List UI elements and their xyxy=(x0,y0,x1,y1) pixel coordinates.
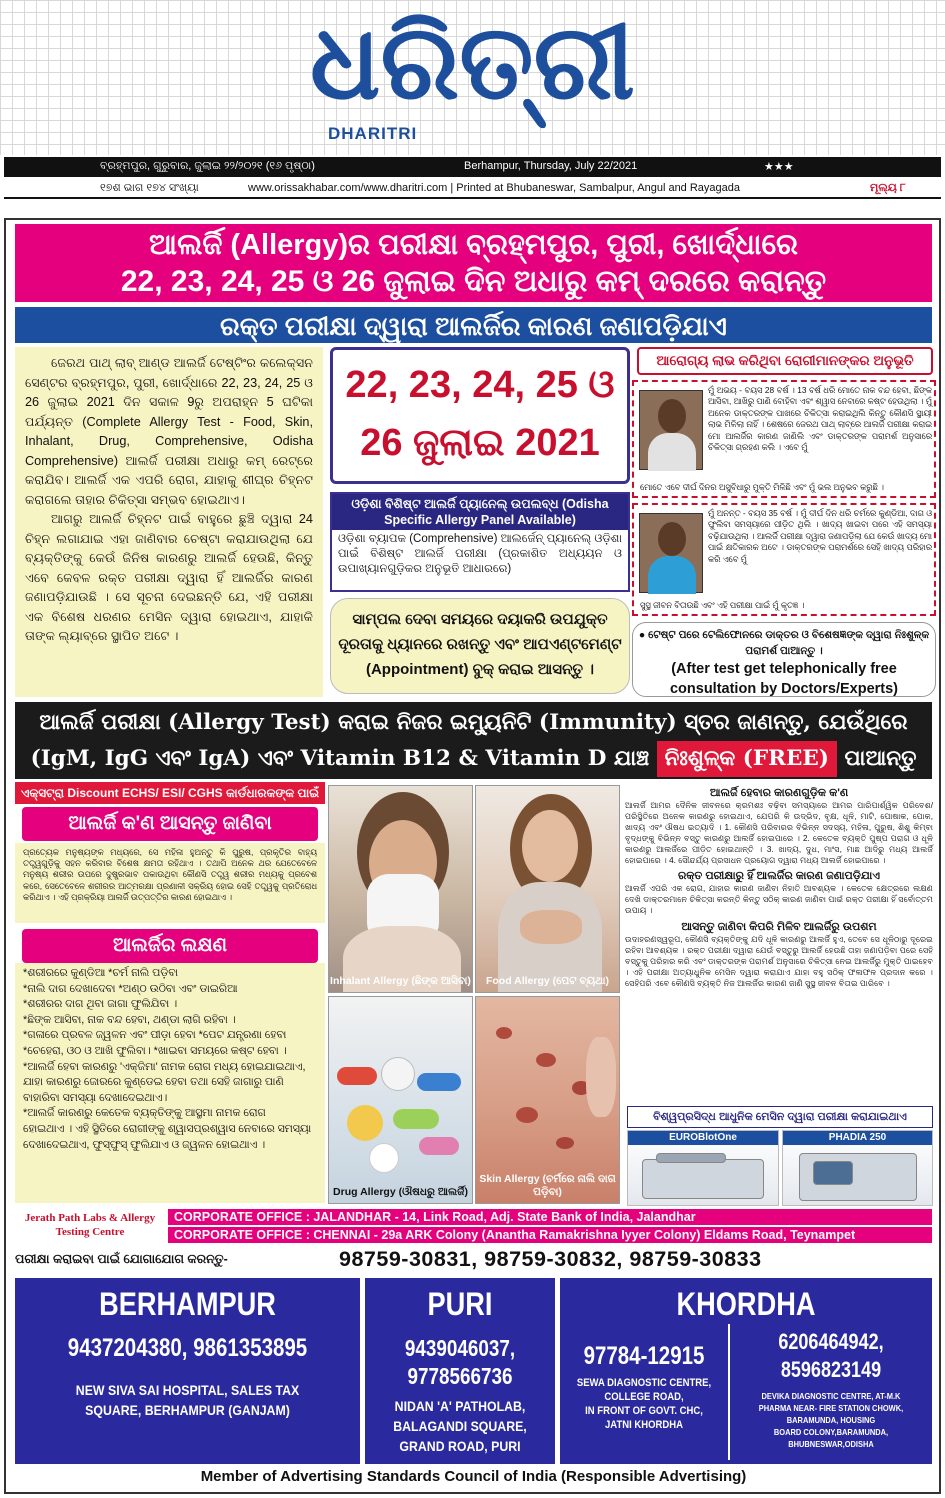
skin-allergy-photo xyxy=(475,996,620,1204)
footer-asci: Member of Advertising Standards Council of India (Responsible Advertising) xyxy=(200,1468,747,1485)
issue-number: ୧୭ଶ ଭାଗ ୧୭୪ ସଂଖ୍ୟା xyxy=(100,182,199,194)
subheadline-banner: ରକ୍ତ ପରୀକ୍ଷା ଦ୍ୱାରା ଆଲର୍ଜିର କାରଣ ଜଣାପଡ଼ିଯାଏ xyxy=(15,305,932,343)
blood-test-body: ଆଲର୍ଜି ଏପରି ଏକ ରୋଗ, ଯାହାର କାରଣ ଜାଣିବା ନିହାତି ଆବଶ୍ୟକ । କେତେକ କ୍ଷେତ୍ରରେ ଲକ୍ଷଣ ଦେଖି ଡାକ୍ତରମାନେ ଚିକିତ୍ସା କରନ୍ତି କିନ୍ତୁ ସଠିକ୍ କାରଣ ଜାଣିବା ପାଇଁ ରକ୍ତ ପରୀକ୍ଷା ହିଁ ସର୍ବୋତ୍ତମ ଉପାୟ । xyxy=(625,884,933,916)
masthead xyxy=(0,0,945,155)
divider xyxy=(728,1324,730,1460)
dateline-english: Berhampur, Thursday, July 22/2021 xyxy=(464,160,638,172)
city-address: BOARD COLONY,BARAMUNDA, BHUBNESWAR,ODISHA xyxy=(773,1427,889,1449)
city-name: PURI xyxy=(427,1286,493,1322)
causes-body: ଆଲର୍ଜି ଆମର ଦୈନିକ ଜୀବନରେ କ୍ରମଶଃ ବଢ଼ିବା ସମସ୍ୟାରେ ଆମର ପାରିପାର୍ଶ୍ୱିକ ପରିବେଶ/ପରିସ୍ଥିତିରେ ଅନେକ କାରଣରୁ ହୋଇଥାଏ, ଯେପରି କି ଉଦ୍ଭିଦ, ବୃକ୍ଷ, ଧୂଳି, ମାଟି, ପୋଷାକ, ପୋକ, ଖାଦ୍ୟ ଏବଂ ଔଷଧ ଇତ୍ୟାଦି । 1. କୌଣସି ପରିବାରର ବିଭିନ୍ନ ସଦସ୍ୟ, ମହିଳା, ପୁରୁଷ, ଶିଶୁ କିମ୍ବା ବୃଦ୍ଧଙ୍କୁ ବିଭିନ୍ନ ବସ୍ତୁ କାରଣରୁ ଆଲର୍ଜି ହୋଇପାରେ । 2. କେତେକ ବ୍ୟକ୍ତି ପୁଷ୍ପ ପରାଗ ଓ ଧୂଳି କାରଣରୁ ଆଲର୍ଜିରେ ପୀଡ଼ିତ ହୋଇଥାନ୍ତି । 3. ଖାଦ୍ୟ, ଦୁଧ, ମାଂସ, ମାଛ ଆଦିରୁ ମଧ୍ୟ ଆଲର୍ଜି ହୋଇପାରେ । 4. ସୌନ୍ଦର୍ଯ୍ୟ ପ୍ରସାଧନ ପ୍ରୟୋଗ ଦ୍ୱାରା ମଧ୍ୟ ଆଲର୍ଜି ହୋଇପାରେ । xyxy=(625,801,933,865)
website-print-info[interactable]: www.orissakhabar.com/www.dharitri.com | Printed at Bhubaneswar, Sambalpur, Angul and Rayagada xyxy=(248,182,741,194)
edition-stars: ★★★ xyxy=(764,161,794,173)
dateline-bar xyxy=(4,157,941,177)
patient-photo xyxy=(639,513,703,593)
headline-banner xyxy=(15,224,932,302)
consult-english: (After test get telephonically free consultation by Doctors/Experts) xyxy=(669,661,898,697)
city-box-khordha xyxy=(560,1278,932,1464)
dates-line2: 26 ଜୁଲାଇ 2021 xyxy=(360,422,600,464)
consult-odia: ● ଟେଷ୍ଟ ପରେ ଟେଲିଫୋନରେ ଡାକ୍ତର ଓ ବିଶେଷଜ୍ଞଙ୍କ ଦ୍ୱାରା ନିଃଶୁଳ୍କ ପରାମର୍ଶ ପାଆନ୍ତୁ । xyxy=(638,629,930,657)
city-phone[interactable]: 8596823149 xyxy=(780,1357,882,1382)
contact-label: ପରୀକ୍ଷା କରାଇବା ପାଇଁ ଯୋଗାଯୋଗ କରନ୍ତୁ- xyxy=(15,1252,228,1266)
list-item: *ଶରୀରରେ କୁଣ୍ଡିଆ *ଚର୍ମ ନାଲି ପଡ଼ିବା xyxy=(23,967,179,979)
city-address: BALAGANDI SQUARE, xyxy=(393,1418,527,1434)
odisha-panel-box xyxy=(330,492,630,592)
list-item: ଦେଖାଦେଇଥାଏ, ଫୁସ୍‌ଫୁସ୍ ଫୁଲିଯାଏ ଓ ଜ୍ୱଳନ ହୋଇଥାଏ । xyxy=(23,1138,266,1151)
city-address: JATNI KHORDHA xyxy=(605,1419,683,1431)
print-line xyxy=(4,179,941,199)
testimonial-text: ମୁଁ ଅନନ୍ତ - ବୟସ 35 ବର୍ଷ । ମୁଁ ଦୀର୍ଘ ଦିନ ଧରି ଚର୍ମରେ କୁଣ୍ଡିଆ, ଦାଗ ଓ ଫୁଲିବା ସମସ୍ୟାରେ ପୀଡ଼ିତ ଥିଲି । ଖାଦ୍ୟ ଖାଇବା ପରେ ଏହି ସମସ୍ୟା ବଢ଼ିଯାଉଥିଲା । ଆଲର୍ଜି ପରୀକ୍ଷା ଦ୍ୱାରା ଜଣାପଡ଼ିଲା ଯେ କେଉଁ ଖାଦ୍ୟ ମୋ ପାଇଁ କ୍ଷତିକାରକ ଅଟେ । ଡାକ୍ତରଙ୍କ ପରାମର୍ଶରେ ସେହି ଖାଦ୍ୟ ପରିହାର କରି ଏବେ ମୁଁ xyxy=(708,508,932,564)
discount-strip: ଏକ୍ସଟ୍ରା Discount ECHS/ ESI/ CGHS କାର୍ଡଧାରକଙ୍କ ପାଇଁ xyxy=(15,782,325,804)
causes-section xyxy=(622,785,936,1107)
relief-body: ଉଦାହରଣସ୍ୱରୂପ, କୌଣସି ବ୍ୟକ୍ତିଙ୍କୁ ଯଦି ଧୂଳି କାରଣରୁ ଆଲର୍ଜି ହୁଏ, ତେବେ ସେ ଧୂଳିଠାରୁ ଦୂରେଇ ରହିବା ଆବଶ୍ୟକ । ରକ୍ତ ପରୀକ୍ଷା ଦ୍ୱାରା ଯେଉଁ ବସ୍ତୁରୁ ଆଲର୍ଜି ହେଉଛି ତାହା ଜଣାପଡ଼ିବା ପରେ ସେହି ବସ୍ତୁକୁ ପରିହାର କରି ଏବଂ ଡାକ୍ତରଙ୍କ ପରାମର୍ଶ ଅନୁସାରେ ଚିକିତ୍ସା ନେଇ ଆଲର୍ଜିରୁ ମୁକ୍ତି ପାଇହେବ । ଏହି ପରୀକ୍ଷା ଅତ୍ୟାଧୁନିକ ମେସିନ ଦ୍ୱାରା କରାଯାଏ ଯାହା ବହୁ ସଠିକ୍ ଫଳାଫଳ ପ୍ରଦାନ କରେ । ସେହିପରି ଏବେ କୌଣସି ବ୍ୟକ୍ତି ନିଜ ଆଲର୍ଜିର କାରଣ ଜାଣି ସୁସ୍ଥ ଜୀବନ ବିତାଇ ପାରିବେ । xyxy=(625,935,933,988)
city-address: DEVIKA DIAGNOSTIC CENTRE, AT-M.K xyxy=(761,1391,901,1401)
intro-text-box xyxy=(15,347,323,697)
city-address: NIDAN 'A' PATHOLAB, xyxy=(394,1398,526,1414)
testimonial-card xyxy=(632,503,936,616)
list-item: *ଆଲର୍ଜି ହେବା କାରଣରୁ 'ଏକ୍‌ଜିମା' ନାମକ ରୋଗ ମଧ୍ୟ ହୋଇଯାଇଥାଏ, xyxy=(23,1060,306,1073)
city-address: NEW SIVA SAI HOSPITAL, SALES TAX xyxy=(75,1382,300,1398)
city-box-berhampur xyxy=(15,1278,360,1464)
khordha-centre-b xyxy=(732,1328,930,1450)
symptoms-list xyxy=(15,963,325,1203)
city-box-puri xyxy=(365,1278,555,1464)
headline-line2: 22, 23, 24, 25 ଓ 26 ଜୁଲାଇ ଦିନ ଅଧାରୁ କମ୍ ଦରରେ କରାନ୍ତୁ xyxy=(120,265,827,298)
machines-title: ବିଶ୍ୱପ୍ରସିଦ୍ଧ ଆଧୁନିକ ମେସିନ ଦ୍ୱାରା ପରୀକ୍ଷା କରାଯାଇଥାଏ xyxy=(627,1106,933,1128)
intro-paragraph-1: ଜେରଥ ପାଥ୍ ଲାବ୍ ଆଣ୍ଡ ଆଲର୍ଜି ଟେଷ୍ଟିଂର କଲେକ୍ସନ ସେଣ୍ଟର ବ୍ରହ୍ମପୁର, ପୁରୀ, ଖୋର୍ଦ୍ଧାରେ 22, 23, 24, 25 ଓ 26 ଜୁଲାଇ 2021 ଦିନ ସକାଳ 9ରୁ ଅପରାହ୍ନ 5 ଘଟିକା ପର୍ଯ୍ୟନ୍ତ (Complete Allergy Test - Food, Skin, Inhalant, Drug, Comprehensive, Odisha Comprehensive) ଆଲର୍ଜି ପରୀକ୍ଷା ଅଧାରୁ କମ୍ ରେଟ୍‌ରେ କରାଯିବ। ଆଲର୍ଜି ଏକ ଏପରି ରୋଗ, ଯାହାକୁ ଶୀଘ୍ର ଚିହ୍ନଟ କରାଗଲେ ତାହାର ଚିକିତ୍ସା ସମ୍ଭବ ହୋଇଥାଏ। xyxy=(25,356,313,507)
food-allergy-photo xyxy=(475,785,620,993)
logo-wordmark: ଧରିତ୍ରୀ xyxy=(310,0,635,123)
list-item: *ଛିଙ୍କ ଆସିବା, ନାକ ବନ୍ଦ ହେବା, ଥଣ୍ଡା ଲାଗି ରହିବା । xyxy=(23,1013,236,1026)
contact-phone-numbers[interactable]: 98759-30831, 98759-30832, 98759-30833 xyxy=(339,1247,762,1271)
immunity-tests: (IgM, IgG ଏବଂ IgA) ଏବଂ Vitamin B12 & Vitamin D ଯାଞ୍ଚ xyxy=(30,746,650,771)
price-tag: ମୂଲ୍ୟ ୮ xyxy=(870,182,906,194)
khordha-centre-a xyxy=(560,1328,728,1432)
symptoms-title: ଆଲର୍ଜିର ଲକ୍ଷଣ xyxy=(22,929,318,963)
what-is-allergy-text: ପ୍ରତ୍ୟେକ ମନୁଷ୍ୟଙ୍କ ମଧ୍ୟରେ, ସେ ମହିଳା ହୁଅନ୍ତୁ କି ପୁରୁଷ, ପ୍ରକୃତିର ବାହ୍ୟ ତତ୍ତ୍ୱଗୁଡ଼ିକୁ ସହନ କରିବାର ବିଶେଷ କ୍ଷମତା ରହିଥାଏ । ତଥାପି ଅନେକ ଥର ଯେତେବେଳେ ମନୁଷ୍ୟ ଶରୀର ଉପରେ ଦୁଷ୍ପ୍ରଭାବ ପକାଉଥିବା କୌଣସି ତତ୍ତ୍ୱ ଶରୀର ମଧ୍ୟକୁ ପ୍ରବେଶ କରେ, ସେତେବେଳେ ଶରୀରର ଆତ୍ମରକ୍ଷା ପ୍ରଣାଳୀ ସକ୍ରିୟ ହୋଇ ସେହି ତତ୍ତ୍ୱକୁ ପ୍ରତିରୋଧ କରିଥାଏ । ଏହି ପ୍ରକ୍ରିୟା ଆଲର୍ଜି ଉତ୍ପତ୍ତିର କାରଣ ହୋଇଥାଏ । xyxy=(15,843,325,923)
list-item: ଯାହା କାରଣରୁ ଜୋରରେ କୁଣ୍ଡେଇ ହେବା ତଥା ସେହି ଜାଗାରୁ ପାଣି xyxy=(23,1076,284,1089)
list-item: *ଶରୀରର ଦାଗ ଥିବା ଜାଗା ଫୁଲିଯିବା । xyxy=(23,998,178,1011)
jerath-logo: Jerath Path Labs & Allergy Testing Centre xyxy=(24,1212,156,1238)
euroblot-machine-image xyxy=(627,1130,779,1206)
causes-title: ଆଲର୍ଜି ହେବାର କାରଣଗୁଡ଼ିକ କ'ଣ xyxy=(709,787,849,799)
headline-line1: ଆଲର୍ଜି (Allergy)ର ପରୀକ୍ଷା ବ୍ରହ୍ମପୁର, ପୁରୀ, ଖୋର୍ଦ୍ଧାରେ xyxy=(149,229,798,261)
city-address: IN FRONT OF GOVT. CHC, xyxy=(585,1405,703,1417)
list-item: *ଚେହେରା, ଓଠ ଓ ଆଖି ଫୁଲିବା। *ଖାଇବା ସମୟରେ କଷ୍ଟ ହେବା । xyxy=(23,1044,287,1057)
consultation-box xyxy=(632,622,936,697)
city-name: BERHAMPUR xyxy=(99,1286,276,1322)
city-address: GRAND ROAD, PURI xyxy=(399,1438,521,1454)
dates-box xyxy=(330,347,630,484)
testimonial-tail: ସୁସ୍ଥ ଜୀବନ ବିତାଉଛି ଏବଂ ଏହି ପରୀକ୍ଷା ପାଇଁ ମୁଁ କୃତଜ୍ଞ । xyxy=(640,599,805,610)
panel-title: ଓଡ଼ିଶା ବିଶିଷ୍ଟ ଆଲର୍ଜି ପ୍ୟାନେଲ୍ ଉପଲବ୍ଧ (Odisha Specific Allergy Panel Available) xyxy=(332,494,628,530)
photo-caption: Drug Allergy (ଔଷଧରୁ ଆଲର୍ଜି) xyxy=(333,1186,468,1198)
testimonial-text: ମୁଁ ଅଭୟ - ବୟସ 28 ବର୍ଷ । 13 ବର୍ଷ ଧରି ମୋତେ ନାକ ବନ୍ଦ ହେବା, ଛିଙ୍କ ଆସିବା, ଆଖିରୁ ପାଣି ବୋହିବା ଏବଂ ଶ୍ୱାସ ନେବାରେ କଷ୍ଟ ହେଉଥିଲା । ମୁଁ ଅନେକ ଡାକ୍ତରଙ୍କ ପାଖରେ ଚିକିତ୍ସା କରାଇଥିଲି କିନ୍ତୁ କୌଣସି ସ୍ଥାୟୀ ଲାଭ ମିଳିଲା ନାହିଁ । ଶେଷରେ ଜେରଥ ପାଥ୍ ଲାବ୍‌ରେ ଆଲର୍ଜି ପରୀକ୍ଷା କରାଇ ମୋ ଆଲର୍ଜିର କାରଣ ଜାଣିଲି ଏବଂ ଡାକ୍ତରଙ୍କ ପରାମର୍ଶ ଅନୁସାରେ ଚିକିତ୍ସା ଗ୍ରହଣ କଲି । ଏବେ ମୁଁ xyxy=(708,385,932,453)
appointment-notice: ସାମ୍ପଲ ଦେବା ସମୟରେ ଦୟାକରି ଉପଯୁକ୍ତ ଦୂରତାକୁ ଧ୍ୟାନରେ ରଖନ୍ତୁ ଏବଂ ଆପଏଣ୍ଟମେଣ୍ଟ (Appointment) ବୁକ୍ କରାଇ ଆସନ୍ତୁ । xyxy=(330,598,630,694)
city-phone[interactable]: 6206464942, xyxy=(778,1329,884,1354)
patient-photo xyxy=(639,390,703,470)
city-name: KHORDHA xyxy=(676,1286,816,1322)
immunity-suffix: ପାଆନ୍ତୁ xyxy=(844,746,917,771)
list-item: ହୋଇଥାଏ । ଏହି ସ୍ଥିତିରେ ରୋଗୀଙ୍କୁ ଶ୍ୱାସପ୍ରଶ୍ୱାସ ନେବାରେ ସମସ୍ୟା xyxy=(23,1122,312,1135)
logo-subtitle: DHARITRI xyxy=(328,124,418,143)
free-badge: ନିଃଶୁଳ୍କ (FREE) xyxy=(657,741,837,777)
immunity-banner xyxy=(15,702,932,779)
city-phone[interactable]: 97784-12915 xyxy=(583,1342,705,1370)
city-phone[interactable]: 9437204380, 9861353895 xyxy=(67,1334,308,1362)
list-item: ବାହାରିବା ସମସ୍ୟା ଦେଖାଦେଇଥାଏ। xyxy=(23,1091,168,1104)
immunity-line1: ଆଲର୍ଜି ପରୀକ୍ଷା (Allergy Test) କରାଇ ନିଜର ଇମ୍ୟୁନିଟି (Immunity) ସ୍ତର ଜାଣନ୍ତୁ, ଯେଉଁଥିରେ xyxy=(39,710,908,735)
photo-caption: Inhalant Allergy (ଛିଙ୍କ ଆସିବା) xyxy=(330,975,471,987)
dateline-odia: ବ୍ରହ୍ମପୁର, ଗୁରୁବାର, ଜୁଲାଇ ୨୨/୨୦୨୧ (୧୬ ପୃଷ୍ଠା) xyxy=(100,160,315,172)
list-item: *ଗଳାରେ ପ୍ରବଳ ଜ୍ୱଳନ ଏବଂ ପୀଡ଼ା ହେବା *ପେଟ ଯନ୍ତ୍ରଣା ହେବା xyxy=(23,1029,287,1042)
corporate-office-chennai: CORPORATE OFFICE : CHENNAI - 29a ARK Colony (Anantha Ramakrishna Iyyer Colony) Eldams Road, Teynampet xyxy=(168,1227,932,1243)
machine-label: PHADIA 250 xyxy=(783,1131,932,1145)
newspaper-logo[interactable] xyxy=(300,0,645,148)
photo-caption: Food Allergy (ପେଟ ବ୍ୟଥା) xyxy=(485,975,610,987)
testimonials-title: ଆରୋଗ୍ୟ ଲାଭ କରିଥିବା ରୋଗୀମାନଙ୍କର ଅନୁଭୂତି xyxy=(637,347,933,375)
list-item: *ଆଲର୍ଜି କାରଣରୁ କେତେକ ବ୍ୟକ୍ତିଙ୍କୁ ଆସ୍ଥମା ନାମକ ରୋଗ xyxy=(23,1107,266,1120)
inhalant-allergy-photo xyxy=(328,785,473,993)
panel-body: ଓଡ଼ିଶା ବ୍ୟାପକ (Comprehensive) ଆଲର୍ଜେନ୍ ପ୍ୟାନେଲ୍ ଓଡ଼ିଶା ପାଇଁ ବିଶିଷ୍ଟ ଆଲର୍ଜି ପରୀକ୍ଷା (ପ୍ରକାଶିତ ଅଧ୍ୟୟନ ଓ ଉପାଖ୍ୟାନଗୁଡ଼ିକର ଅନୁଭୂତି ଆଧାରରେ) xyxy=(338,533,622,575)
city-phone[interactable]: 9439046037, xyxy=(404,1335,516,1361)
machine-label: EUROBlotOne xyxy=(628,1131,778,1145)
intro-paragraph-2: ଆଗରୁ ଆଲର୍ଜି ଚିହ୍ନଟ ପାଇଁ ବାହୁରେ ଛୁଞ୍ଚି ଦ୍ୱାରା 24 ଚିହ୍ନ ଲଗାଯାଇ ଏହା ଜାଣିବାର ଚେଷ୍ଟା କରାଯାଉଥିଲା ଯେ ବ୍ୟକ୍ତିଙ୍କୁ କେଉଁ ଜିନିଷ କାରଣରୁ ଆଲର୍ଜି ହେଉଛି, କିନ୍ତୁ ଏବେ କେବଳ ରକ୍ତ ପରୀକ୍ଷା ଦ୍ୱାରା ହିଁ ଆଲର୍ଜିର କାରଣ ଜଣାପଡ଼ିଯାଉଛି । ସେ ସୂଚନା ଦେଇଛନ୍ତି ଯେ, ଏହି ପରୀକ୍ଷା ଏକ ବିଶେଷ ଧରଣର ମେସିନ ଦ୍ୱାରା ହୋଇଥାଏ, ଯାହାକି ତାଙ୍କ ଲ୍ୟାବ୍‌ରେ ସ୍ଥାପିତ ଅଟେ । xyxy=(25,512,313,643)
dates-line1: 22, 23, 24, 25 ଓ xyxy=(345,364,615,406)
contact-line xyxy=(15,1247,932,1273)
testimonial-card xyxy=(632,380,936,498)
list-item: *ନାଲି ଦାଗ ଦେଖାଦେବା *ଅଣ୍ଠ ଉଠିବା ଏବଂ ଡାଇରିଆ xyxy=(23,982,238,995)
what-is-allergy-title: ଆଲର୍ଜି କ'ଣ ଆସନ୍ତୁ ଜାଣିବା xyxy=(22,807,318,841)
corporate-office-jalandhar: CORPORATE OFFICE : JALANDHAR - 14, Link Road, Adj. State Bank of India, Jalandhar xyxy=(168,1209,932,1225)
city-address: SEWA DIAGNOSTIC CENTRE, xyxy=(576,1377,712,1389)
city-phone[interactable]: 9778566736 xyxy=(407,1363,513,1389)
blood-test-subtitle: ରକ୍ତ ପରୀକ୍ଷାରୁ ହିଁ ଆଲର୍ଜିର କାରଣ ଜଣାପଡ଼ିଯାଏ xyxy=(677,870,881,883)
city-address: COLLEGE ROAD, xyxy=(604,1391,684,1403)
photo-caption: Skin Allergy (ଚର୍ମରେ ନାଲି ଦାଗ ପଡ଼ିବା) xyxy=(479,1173,616,1198)
city-address: PHARMA NEAR- FIRE STATION CHOWK, BARAMUNDA, HOUSING xyxy=(758,1403,904,1425)
drug-allergy-photo xyxy=(328,996,473,1204)
immunity-line2 xyxy=(15,741,932,777)
city-address: SQUARE, BERHAMPUR (GANJAM) xyxy=(85,1402,290,1418)
testimonial-tail: ମୋତେ ଏବେ ଦୀର୍ଘ ଦିନର ଅସୁବିଧାରୁ ମୁକ୍ତି ମିଳିଛି ଏବଂ ମୁଁ ଭଲ ଅନୁଭବ କରୁଛି । xyxy=(640,481,884,492)
phadia-machine-image xyxy=(782,1130,933,1206)
relief-subtitle: ଆସନ୍ତୁ ଜାଣିବା କିପରି ମିଳିବ ଆଲର୍ଜିରୁ ଉପଶମ xyxy=(681,921,877,934)
